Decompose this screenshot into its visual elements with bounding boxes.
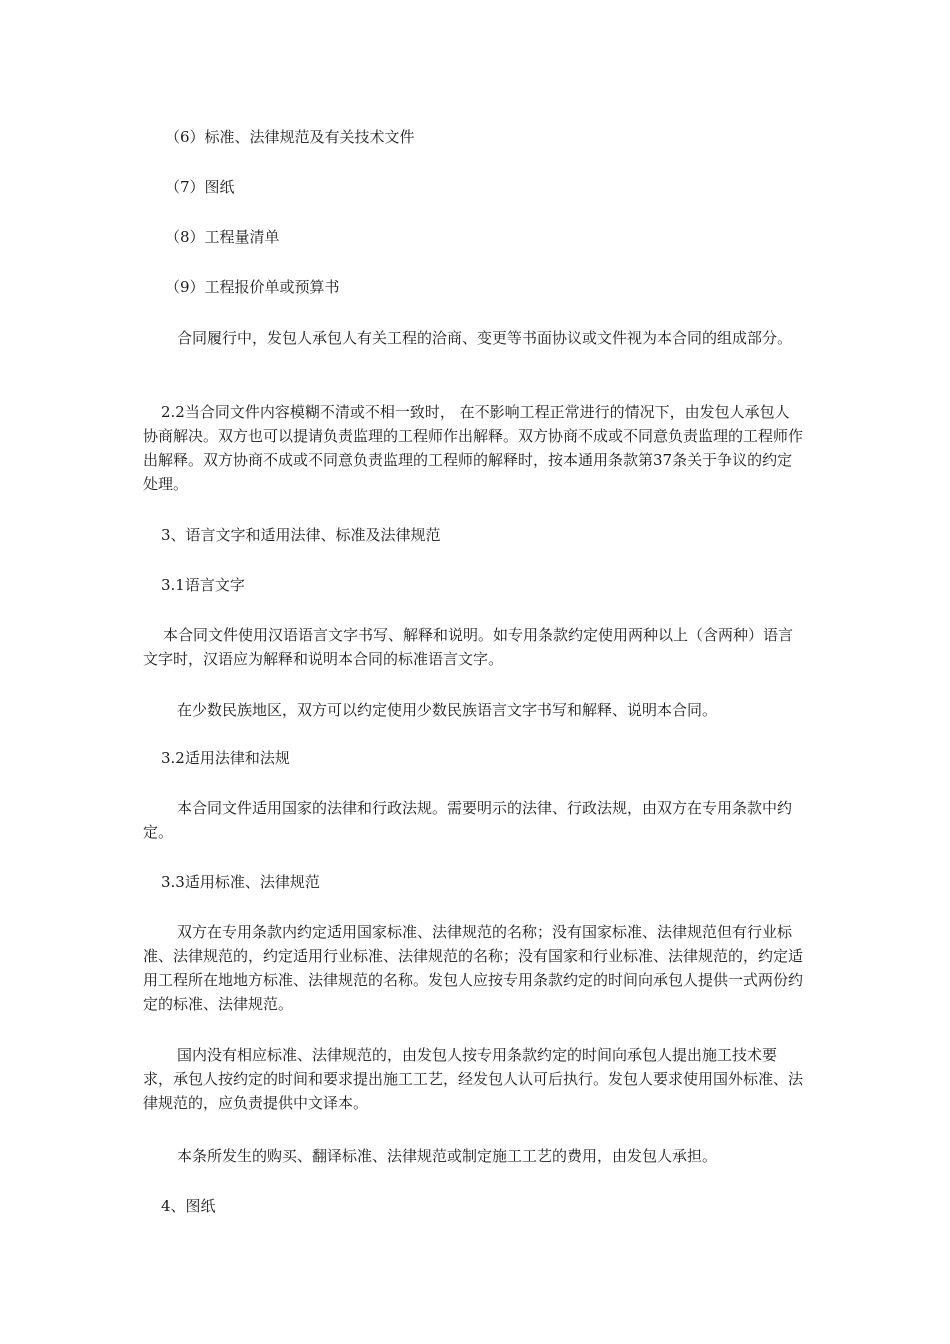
- paragraph-2-2: 2.2当合同文件内容模糊不清或不相一致时， 在不影响工程正常进行的情况下，由发包人承包人协商解决。双方也可以提请负责监理的工程师作出解释。双方协商不成或不同意负责监理的工程师作出解释。双方协商不成或不同意负责监理的工程师的解释时，按本通用条款第37条关于争议的约定处理。: [143, 403, 804, 493]
- heading-3-1: 3.1语言文字: [161, 576, 245, 594]
- list-item-9: （9）工程报价单或预算书: [165, 278, 340, 296]
- list-item-8: （8）工程量清单: [165, 228, 280, 246]
- heading-section-3: 3、语言文字和适用法律、标准及法律规范: [161, 526, 441, 544]
- list-item-7: （7）图纸: [165, 178, 235, 196]
- paragraph-costs: 本条所发生的购买、翻译标准、法律规范或制定施工工艺的费用，由发包人承担。: [177, 1147, 718, 1165]
- heading-section-4: 4、图纸: [161, 1197, 216, 1215]
- paragraph-3-3-standards: 双方在专用条款内约定适用国家标准、法律规范的名称；没有国家标准、法律规范但有行业标准、法律规范的，约定适用行业标准、法律规范的名称；没有国家和行业标准、法律规范的，约定适用工程所在地地方标准、法律规范的名称。发包人应按专用条款约定的时间向承包人提供一式两份约定的标准、法律规范。: [143, 923, 804, 1013]
- heading-3-3: 3.3适用标准、法律规范: [161, 873, 320, 891]
- heading-3-2: 3.2适用法律和法规: [161, 749, 290, 767]
- list-item-6: （6）标准、法律规范及有关技术文件: [165, 128, 415, 146]
- paragraph-foreign-standards: 国内没有相应标准、法律规范的，由发包人按专用条款约定的时间向承包人提出施工技术要求，承包人按约定的时间和要求提出施工工艺，经发包人认可后执行。发包人要求使用国外标准、法律规范的，应负责提供中文译本。: [143, 1046, 804, 1112]
- paragraph-3-2-law: 本合同文件适用国家的法律和行政法规。需要明示的法律、行政法规，由双方在专用条款中约定。: [143, 799, 793, 841]
- paragraph-ethnic-regions: 在少数民族地区，双方可以约定使用少数民族语言文字书写和解释、说明本合同。: [177, 701, 718, 719]
- paragraph-3-1-language: 本合同文件使用汉语语言文字书写、解释和说明。如专用条款约定使用两种以上（含两种）语言文字时，汉语应为解释和说明本合同的标准语言文字。: [143, 626, 794, 668]
- paragraph-contract-changes: 合同履行中，发包人承包人有关工程的洽商、变更等书面协议或文件视为本合同的组成部分。: [177, 329, 793, 347]
